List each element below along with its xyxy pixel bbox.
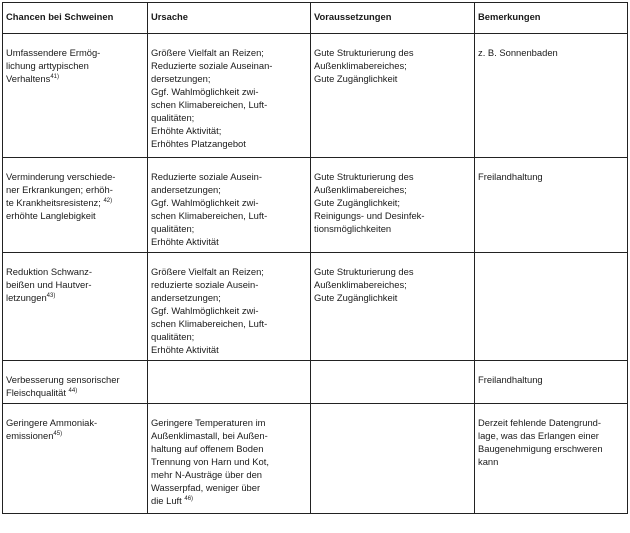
cell-line: z. B. Sonnenbaden [478, 47, 558, 58]
cell-line: te Krankheitsresistenz; [6, 197, 101, 208]
cell-line: Wasserpfad, weniger über [151, 482, 261, 493]
footnote-ref: 45) [53, 430, 63, 437]
cell-line: qualitäten; [151, 331, 195, 342]
cell-line: Erhöhte Aktivität; [151, 125, 222, 136]
cell-ursache [148, 34, 311, 158]
cell-bemerkungen [475, 158, 628, 253]
cell-line: ner Erkrankungen; erhöh- [6, 184, 113, 195]
cell-line: lichung arttypischen [6, 60, 89, 71]
cell-bemerkungen [475, 404, 628, 514]
comparison-table [2, 2, 628, 514]
cell-line: andersetzungen; [151, 292, 221, 303]
cell-line: Erhöhte Aktivität [151, 236, 219, 247]
cell-line: Verbesserung sensorischer [6, 374, 120, 385]
cell-line: die Luft [151, 495, 182, 506]
cell-bemerkungen [475, 34, 628, 158]
cell-line: Freilandhaltung [478, 171, 543, 182]
footnote-ref: 43) [46, 292, 56, 299]
cell-chance [3, 253, 148, 361]
cell-line: haltung auf offenem Boden [151, 443, 264, 454]
cell-line: Gute Zugänglichkeit; [314, 197, 400, 208]
cell-line: Außenklimastall, bei Außen- [151, 430, 268, 441]
cell-bemerkungen [475, 253, 628, 361]
table-row [3, 404, 628, 514]
header-chancen: Chancen bei Schweinen [3, 3, 148, 34]
cell-voraussetzungen [311, 158, 475, 253]
cell-line: Außenklimabereiches; [314, 184, 407, 195]
cell-line: Fleischqualität [6, 387, 66, 398]
cell-line: tionsmöglichkeiten [314, 223, 392, 234]
cell-ursache [148, 253, 311, 361]
cell-chance [3, 34, 148, 158]
cell-line: Gute Strukturierung des [314, 171, 414, 182]
cell-line: Gute Strukturierung des [314, 266, 414, 277]
cell-line: Verminderung verschiede- [6, 171, 116, 182]
footnote-ref: 44) [68, 387, 78, 394]
cell-line: Gute Zugänglichkeit [314, 73, 398, 84]
cell-line: lage, was das Erlangen einer [478, 430, 599, 441]
header-ursache: Ursache [148, 3, 311, 34]
cell-line: beißen und Hautver- [6, 279, 92, 290]
cell-line: Gute Strukturierung des [314, 47, 414, 58]
cell-voraussetzungen [311, 361, 475, 404]
cell-line: Erhöhte Aktivität [151, 344, 219, 355]
cell-line: Größere Vielfalt an Reizen; [151, 47, 264, 58]
cell-voraussetzungen [311, 34, 475, 158]
table-row [3, 34, 628, 158]
table-row [3, 158, 628, 253]
cell-bemerkungen [475, 361, 628, 404]
footnote-ref: 46) [184, 495, 194, 502]
table-row [3, 361, 628, 404]
cell-line: Freilandhaltung [478, 374, 543, 385]
cell-ursache [148, 361, 311, 404]
cell-line: erhöhte Langlebigkeit [6, 210, 96, 221]
cell-line: qualitäten; [151, 223, 195, 234]
cell-line: Baugenehmigung erschweren [478, 443, 603, 454]
cell-line: Ggf. Wahlmöglichkeit zwi- [151, 197, 259, 208]
cell-line: mehr N-Austräge über den [151, 469, 262, 480]
cell-line: schen Klimabereichen, Luft- [151, 210, 268, 221]
cell-voraussetzungen [311, 404, 475, 514]
cell-line: Reinigungs- und Desinfek- [314, 210, 425, 221]
cell-line: qualitäten; [151, 112, 195, 123]
cell-line: Derzeit fehlende Datengrund- [478, 417, 601, 428]
cell-line: Gute Zugänglichkeit [314, 292, 398, 303]
cell-line: letzungen [6, 292, 47, 303]
footnote-ref: 42) [103, 197, 113, 204]
cell-line: reduzierte soziale Ausein- [151, 279, 259, 290]
cell-line: Verhaltens [6, 73, 51, 84]
cell-line: kann [478, 456, 499, 467]
cell-line: dersetzungen; [151, 73, 211, 84]
cell-line: Ggf. Wahlmöglichkeit zwi- [151, 86, 259, 97]
cell-line: Erhöhtes Platzangebot [151, 138, 246, 149]
cell-line: Reduzierte soziale Ausein- [151, 171, 262, 182]
cell-line: Größere Vielfalt an Reizen; [151, 266, 264, 277]
footnote-ref: 41) [50, 73, 59, 80]
cell-line: emissionen [6, 430, 54, 441]
cell-line: schen Klimabereichen, Luft- [151, 99, 268, 110]
header-bemerkungen: Bemerkungen [475, 3, 628, 34]
cell-chance [3, 158, 148, 253]
cell-line: Geringere Ammoniak- [6, 417, 98, 428]
header-voraussetzungen: Voraussetzungen [311, 3, 475, 34]
cell-line: Geringere Temperaturen im [151, 417, 266, 428]
cell-ursache [148, 404, 311, 514]
cell-chance [3, 404, 148, 514]
cell-line: andersetzungen; [151, 184, 221, 195]
cell-line: schen Klimabereichen, Luft- [151, 318, 268, 329]
cell-line: Trennung von Harn und Kot, [151, 456, 269, 467]
cell-line: Umfassendere Ermög- [6, 47, 101, 58]
cell-line: Außenklimabereiches; [314, 279, 407, 290]
cell-chance [3, 361, 148, 404]
table-row [3, 253, 628, 361]
cell-line: Außenklimabereiches; [314, 60, 407, 71]
cell-line: Ggf. Wahlmöglichkeit zwi- [151, 305, 259, 316]
cell-line: Reduzierte soziale Auseinan- [151, 60, 273, 71]
cell-line: Reduktion Schwanz- [6, 266, 92, 277]
cell-voraussetzungen [311, 253, 475, 361]
cell-ursache [148, 158, 311, 253]
table-header-row [3, 3, 628, 34]
